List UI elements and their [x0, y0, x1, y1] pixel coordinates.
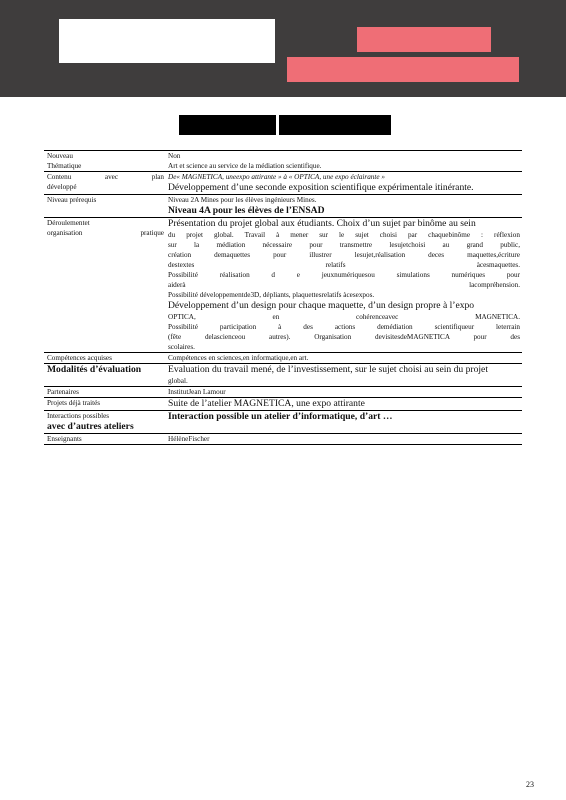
row-label — [44, 218, 166, 353]
row-value-line: Possibilité développementde3D, dépliants, plaquettesrelatifs àcesexpos. — [168, 291, 375, 299]
row-value — [166, 434, 522, 445]
row-label-line: Projets déjà traités — [47, 399, 101, 407]
row-value-line: Interaction possible un atelier d’informatique, d’art … — [168, 411, 393, 422]
banner-white-block — [59, 19, 275, 63]
row-label — [44, 353, 166, 364]
section-tabs — [179, 115, 391, 135]
row-value-line: Suite de l’atelier MAGNETICA, une expo attirante — [168, 398, 365, 409]
row-value — [166, 364, 522, 387]
table-row — [44, 353, 522, 364]
row-label-line: Compétences acquises — [47, 354, 112, 362]
row-label-line: Déroulementet — [47, 219, 90, 227]
row-value-line: sur la médiation nécessaire pour transmettre lesujetchoisi au grand public, — [168, 241, 520, 249]
row-value — [166, 151, 522, 172]
row-value-line: Niveau 2A Mines pour les élèves ingénieurs Mines. — [168, 196, 317, 204]
row-value-line: scolaires. — [168, 343, 195, 351]
row-value — [166, 353, 522, 364]
row-value-line: global. — [168, 377, 188, 385]
table-row — [44, 398, 522, 411]
row-value-line: Développement d’une seconde exposition scientifique expérimentale itinérante. — [168, 182, 474, 193]
row-label — [44, 364, 166, 387]
row-value-line: création demaquettes pour illustrer lesujet,réalisation deces maquettes,écriture — [168, 251, 520, 259]
table-row — [44, 411, 522, 434]
row-value-line: Compétences en sciences,en informatique,en art. — [168, 354, 309, 362]
row-label-line: Nouveau — [47, 152, 73, 160]
row-value-line: Niveau 4A pour les élèves de l’ENSAD — [168, 205, 325, 216]
row-label-line: Contenu avec plan — [47, 173, 164, 181]
row-value-line: De« MAGNETICA, uneexpo attirante » à « OPTICA, une expo éclairante » — [168, 173, 385, 181]
table-row — [44, 434, 522, 445]
row-value-line: Possibilité réalisation d e jeuxnumériquesou simulations numériques pour — [168, 271, 520, 279]
row-value-line: Présentation du projet global aux étudiants. Choix d’un sujet par binôme au sein — [168, 218, 476, 229]
row-label — [44, 387, 166, 398]
row-label — [44, 398, 166, 411]
row-value-line: (fête delascienceou autres). Organisation devisitesdeMAGNETICA pour des — [168, 333, 520, 341]
table-row — [44, 172, 522, 195]
row-label — [44, 434, 166, 445]
banner-pink-block-bottom — [287, 57, 519, 82]
row-value-line: aiderà lacompréhension. — [168, 281, 520, 289]
row-label — [44, 151, 166, 172]
row-value-line: Evaluation du travail mené, de l’investissement, sur le sujet choisi au sein du projet — [168, 364, 488, 375]
row-label-line: organisation pratique — [47, 229, 164, 237]
row-label — [44, 172, 166, 195]
black-tab-right — [279, 115, 391, 135]
table-row — [44, 364, 522, 387]
info-table — [44, 150, 522, 445]
row-label-line: Enseignants — [47, 435, 82, 443]
black-tab-left — [179, 115, 276, 135]
row-value-line: Art et science au service de la médiation scientifique. — [168, 162, 322, 170]
row-label-line: Partenaires — [47, 388, 79, 396]
row-value — [166, 411, 522, 434]
table-row — [44, 387, 522, 398]
table-row — [44, 195, 522, 218]
row-value-line: du projet global. Travail à mener sur le sujet choisi par chaquebinôme : réflexion — [168, 231, 520, 239]
row-value — [166, 195, 522, 218]
banner-pink-block-top — [357, 27, 491, 52]
row-label — [44, 195, 166, 218]
row-label — [44, 411, 166, 434]
table-row — [44, 218, 522, 353]
header-banner — [0, 0, 566, 97]
info-table-body — [44, 151, 522, 445]
row-value — [166, 387, 522, 398]
row-label-line: Niveau prérequis — [47, 196, 97, 204]
row-value-line: Possibilité participation à des actions demédiation scientifiqueur leterrain — [168, 323, 520, 331]
row-label-line: développé — [47, 183, 77, 191]
page-number: 23 — [526, 780, 534, 789]
row-label-line: avec d’autres ateliers — [47, 421, 134, 432]
row-value — [166, 398, 522, 411]
row-label-line: Interactions possibles — [47, 412, 110, 420]
table-row — [44, 151, 522, 172]
row-value-line: destextes relatifs àcesmaquettes. — [168, 261, 520, 269]
row-value-line: Non — [168, 152, 181, 160]
row-label-line: Modalités d’évaluation — [47, 364, 142, 375]
row-value-line: HélèneFischer — [168, 435, 210, 443]
row-value-line: OPTICA, en cohérenceavec MAGNETICA. — [168, 313, 520, 321]
row-value-line: InstitutJean Lamour — [168, 388, 226, 396]
row-value-line: Développement d’un design pour chaque maquette, d’un design propre à l’expo — [168, 300, 475, 311]
row-label-line: Thématique — [47, 162, 82, 170]
row-value — [166, 218, 522, 353]
row-value — [166, 172, 522, 195]
